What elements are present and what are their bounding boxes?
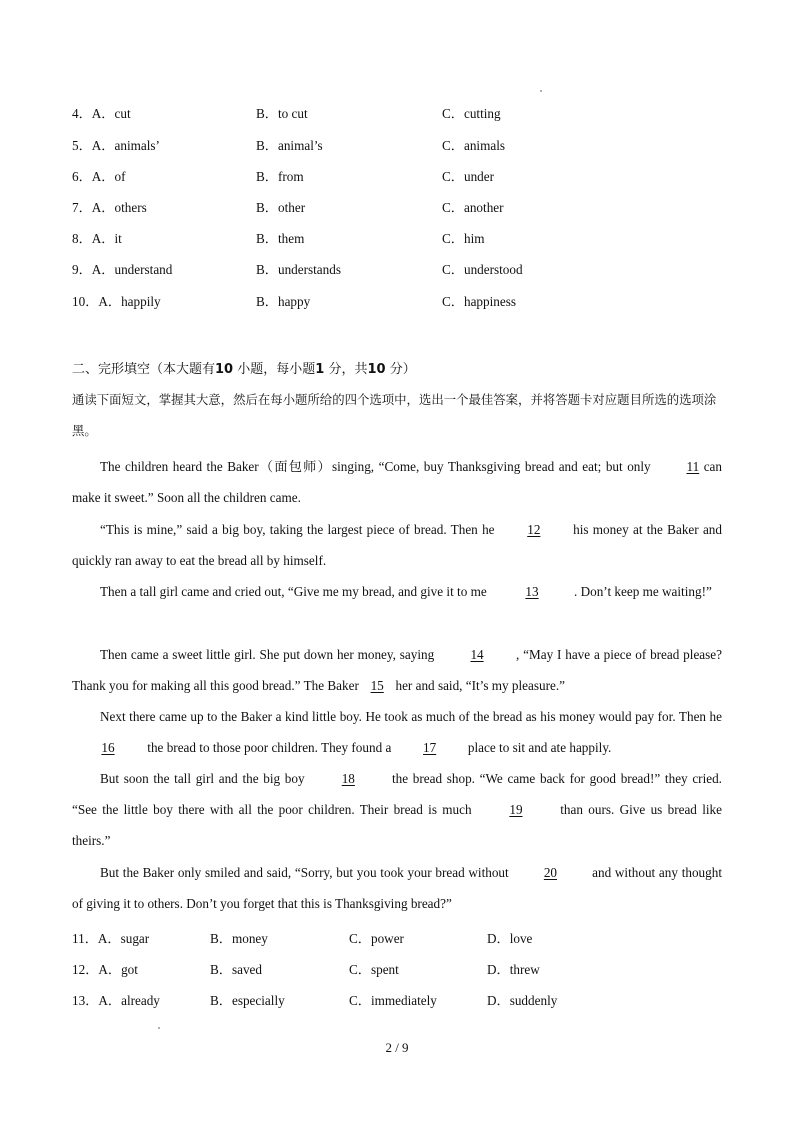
option-b: B．saved	[210, 962, 263, 977]
blank-13: 13	[525, 584, 539, 599]
blank-17: 17	[423, 740, 437, 755]
option-a: 12．A．got	[72, 962, 138, 977]
option-b: B．to cut	[256, 106, 308, 121]
option-b: B．other	[256, 200, 306, 215]
blank-16: 16	[101, 740, 115, 755]
blank-18: 18	[341, 771, 355, 786]
option-a: 7．A．others	[72, 200, 147, 215]
section-instruction: 通读下面短文，掌握其大意，然后在每小题所给的四个选项中，选出一个最佳答案，并将答题卡对应题目所选的选项涂黑。	[72, 392, 717, 438]
passage-paragraph-3: Then a tall girl came and cried out, “Give me my bread, and give it to me 13 . Don’t keep me waiting!”	[72, 576, 722, 607]
option-b: B．animal’s	[256, 138, 323, 153]
option-row-12	[72, 959, 722, 979]
option-row-9	[72, 259, 722, 279]
option-d: D．threw	[487, 962, 540, 977]
passage-paragraph-7: But the Baker only smiled and said, “Sorry, but you took your bread without 20 and without any thought of giving it to others. Don’t you forget that this is Thanksgiving bread?”	[72, 857, 722, 919]
option-a: 4．A．cut	[72, 106, 131, 121]
option-d: D．love	[487, 931, 533, 946]
option-c: C．spent	[349, 962, 399, 977]
option-row-7	[72, 197, 722, 217]
option-c: C．animals	[442, 138, 506, 153]
option-c: C．another	[442, 200, 504, 215]
option-row-10	[72, 291, 722, 311]
blank-12: 12	[527, 522, 541, 537]
scan-dot	[540, 90, 542, 92]
option-row-4	[72, 103, 722, 123]
option-d: D．suddenly	[487, 993, 558, 1008]
option-c: C．power	[349, 931, 404, 946]
option-a: 5．A．animals’	[72, 138, 160, 153]
option-b: B．them	[256, 231, 305, 246]
option-a: 9．A．understand	[72, 262, 173, 277]
option-c: C．him	[442, 231, 485, 246]
blank-14: 14	[470, 647, 484, 662]
option-row-13	[72, 990, 722, 1010]
passage-paragraph-5: Next there came up to the Baker a kind little boy. He took as much of the bread as his money would pay for. Then he 16 the bread to those poor children. They found a 17 place to sit and ate happily.	[72, 701, 722, 763]
option-c: C．immediately	[349, 993, 437, 1008]
option-row-5	[72, 135, 722, 155]
option-row-8	[72, 228, 722, 248]
option-c: C．understood	[442, 262, 523, 277]
option-row-6	[72, 166, 722, 186]
option-a: 10．A．happily	[72, 294, 161, 309]
option-b: B．from	[256, 169, 304, 184]
option-a: 6．A．of	[72, 169, 126, 184]
option-c: C．under	[442, 169, 495, 184]
blank-11: 11	[686, 459, 700, 474]
option-c: C．cutting	[442, 106, 501, 121]
blank-15: 15	[370, 678, 384, 693]
option-b: B．money	[210, 931, 268, 946]
option-row-11	[72, 928, 722, 948]
scan-dot	[158, 1027, 160, 1029]
passage-paragraph-4: Then came a sweet little girl. She put down her money, saying 14 , “May I have a piece of bread please? Thank you for making all this good bread.” The Baker 15 her and said, “It’s my pleasure.”	[72, 639, 722, 701]
option-b: B．especially	[210, 993, 285, 1008]
blank-20: 20	[543, 865, 558, 880]
option-a: 11．A．sugar	[72, 931, 150, 946]
section-heading: 二、完形填空（本大题有10 小题，每小题1 分，共10 分）	[72, 362, 416, 377]
passage-paragraph-2: “This is mine,” said a big boy, taking the largest piece of bread. Then he 12 his money at the Baker and quickly ran away to eat the bread all by himself.	[72, 514, 722, 576]
passage-paragraph-6: But soon the tall girl and the big boy 18 the bread shop. “We came back for good bread!” they cried. “See the little boy there with all the poor children. Their bread is much 19 than ours. Give us bread like theirs.”	[72, 763, 722, 856]
option-a: 13．A．already	[72, 993, 160, 1008]
document-page	[72, 0, 722, 1123]
option-b: B．happy	[256, 294, 311, 309]
passage-paragraph-1: The children heard the Baker（面包师）singing, “Come, buy Thanksgiving bread and eat; but only 11 can make it sweet.” Soon all the children came.	[72, 451, 722, 513]
page-number: 2 / 9	[385, 1040, 409, 1055]
blank-19: 19	[509, 802, 523, 817]
option-a: 8．A．it	[72, 231, 122, 246]
option-b: B．understands	[256, 262, 341, 277]
option-c: C．happiness	[442, 294, 516, 309]
